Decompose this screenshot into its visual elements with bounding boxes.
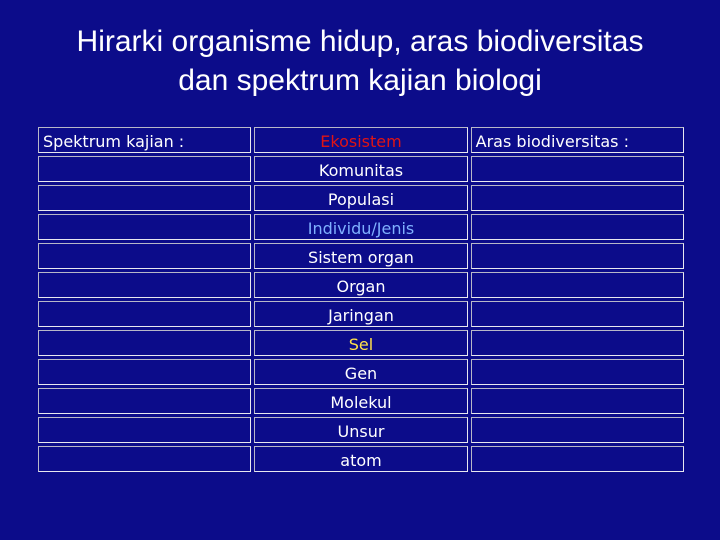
spektrum-kajian-cell (38, 243, 251, 269)
level-label: Jaringan (328, 305, 394, 325)
aras-biodiversitas-cell (471, 272, 684, 298)
aras-biodiversitas-cell (471, 214, 684, 240)
aras-biodiversitas-cell (471, 446, 684, 472)
table-row (38, 388, 684, 414)
table-row (38, 417, 684, 443)
spektrum-kajian-cell (38, 417, 251, 443)
spektrum-kajian-cell (38, 446, 251, 472)
table-row (38, 214, 684, 240)
level-cell (254, 446, 467, 472)
aras-biodiversitas-cell (471, 301, 684, 327)
aras-biodiversitas-cell (471, 388, 684, 414)
table-row (38, 156, 684, 182)
spektrum-kajian-cell (38, 272, 251, 298)
level-cell (254, 388, 467, 414)
level-cell (254, 214, 467, 240)
level-cell (254, 243, 467, 269)
aras-biodiversitas-cell (471, 185, 684, 211)
level-label: Unsur (337, 421, 385, 441)
table-row (38, 301, 684, 327)
table-row (38, 330, 684, 356)
table-row (38, 127, 684, 153)
level-label: Sel (348, 334, 374, 354)
table-row (38, 272, 684, 298)
level-cell (254, 301, 467, 327)
level-cell (254, 156, 467, 182)
level-label: Gen (344, 363, 378, 383)
aras-biodiversitas-cell (471, 359, 684, 385)
level-cell (254, 359, 467, 385)
table-row (38, 243, 684, 269)
spektrum-kajian-cell (38, 359, 251, 385)
aras-biodiversitas-cell (471, 156, 684, 182)
spektrum-kajian-cell (38, 388, 251, 414)
level-label: Molekul (330, 392, 392, 412)
level-label: atom (340, 450, 382, 470)
aras-biodiversitas-cell (471, 330, 684, 356)
spektrum-kajian-cell (38, 330, 251, 356)
level-label: Individu/Jenis (307, 218, 415, 238)
level-label: Ekosistem (320, 131, 402, 151)
slide-title-line-2: dan spektrum kajian biologi (178, 64, 542, 97)
level-cell (254, 272, 467, 298)
spektrum-kajian-cell (38, 214, 251, 240)
spektrum-kajian-header: Spektrum kajian : (38, 127, 251, 153)
aras-biodiversitas-header: Aras biodiversitas : (471, 127, 684, 153)
slide-title (0, 22, 720, 100)
table-row (38, 359, 684, 385)
level-cell (254, 127, 467, 153)
hierarchy-table (35, 124, 687, 475)
hierarchy-table-body (38, 127, 684, 472)
spektrum-kajian-cell (38, 301, 251, 327)
table-row (38, 185, 684, 211)
level-cell (254, 330, 467, 356)
level-label: Populasi (327, 189, 395, 209)
spektrum-kajian-cell (38, 185, 251, 211)
level-cell (254, 417, 467, 443)
level-label: Komunitas (318, 160, 404, 180)
level-label: Organ (336, 276, 386, 296)
level-label: Sistem organ (308, 247, 414, 267)
spektrum-kajian-cell (38, 156, 251, 182)
table-row (38, 446, 684, 472)
aras-biodiversitas-cell (471, 243, 684, 269)
aras-biodiversitas-cell (471, 417, 684, 443)
level-cell (254, 185, 467, 211)
slide-title-line-1: Hirarki organisme hidup, aras biodiversitas (76, 25, 644, 58)
